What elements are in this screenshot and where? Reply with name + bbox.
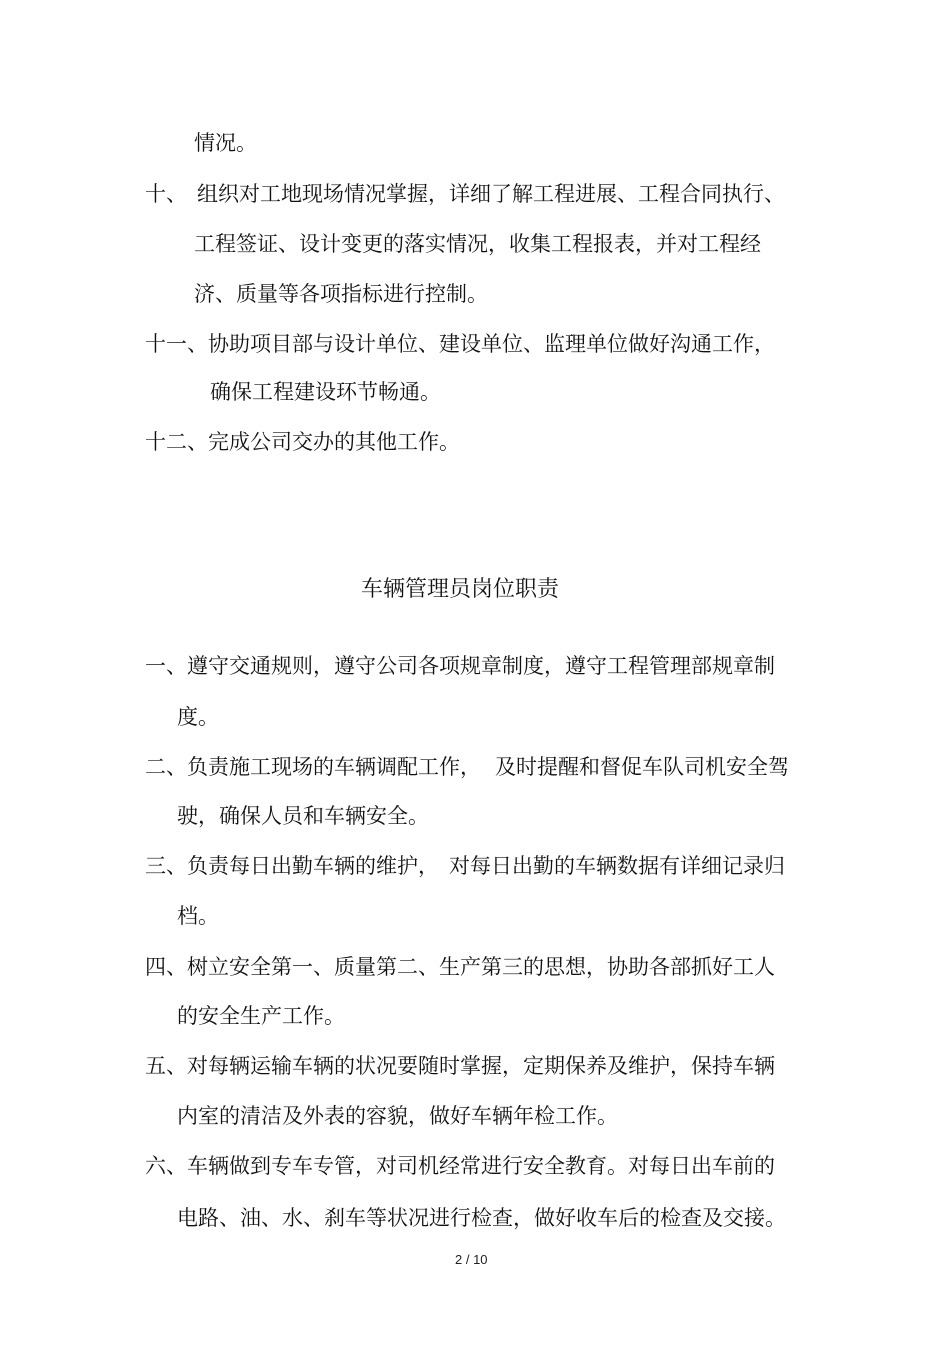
text-line: 组织对工地现场情况掌握，详细了解工程进展、工程合同执行、: [197, 182, 785, 206]
text-line: 四、树立安全第一、质量第二、生产第三的思想，协助各部抓好工人: [145, 955, 775, 979]
text-line: 档。: [177, 904, 219, 928]
text-line: 二、负责施工现场的车辆调配工作，: [145, 755, 481, 779]
text-line: 三、负责每日出勤车辆的维护，: [145, 854, 439, 878]
text-line: 驶，确保人员和车辆安全。: [177, 804, 429, 828]
item-number: 十、: [145, 182, 187, 206]
text-line: 内室的清洁及外表的容貌，做好车辆年检工作。: [177, 1104, 618, 1128]
text-line: 济、质量等各项指标进行控制。: [194, 282, 488, 306]
text-line: 十二、完成公司交办的其他工作。: [145, 430, 460, 454]
text-line: 十一、协助项目部与设计单位、建设单位、监理单位做好沟通工作，: [145, 332, 775, 356]
text-line: 度。: [177, 705, 219, 729]
text-line: 对每日出勤的车辆数据有详细记录归: [449, 854, 785, 878]
text-line: 电路、油、水、刹车等状况进行检查，做好收车后的检查及交接。: [177, 1206, 786, 1230]
section-title: 车辆管理员岗位职责: [361, 577, 560, 602]
page-number: 2 / 10: [455, 1252, 488, 1267]
text-line: 六、车辆做到专车专管，对司机经常进行安全教育。对每日出车前的: [145, 1154, 775, 1178]
text-line: 一、遵守交通规则，遵守公司各项规章制度，遵守工程管理部规章制: [145, 654, 775, 678]
text-line: 情况。: [194, 131, 257, 155]
text-line: 工程签证、设计变更的落实情况，收集工程报表，并对工程经: [194, 232, 761, 256]
text-line: 的安全生产工作。: [177, 1004, 345, 1028]
text-line: 及时提醒和督促车队司机安全驾: [495, 755, 789, 779]
text-line: 确保工程建设环节畅通。: [210, 380, 441, 404]
text-line: 五、对每辆运输车辆的状况要随时掌握，定期保养及维护，保持车辆: [145, 1054, 775, 1078]
